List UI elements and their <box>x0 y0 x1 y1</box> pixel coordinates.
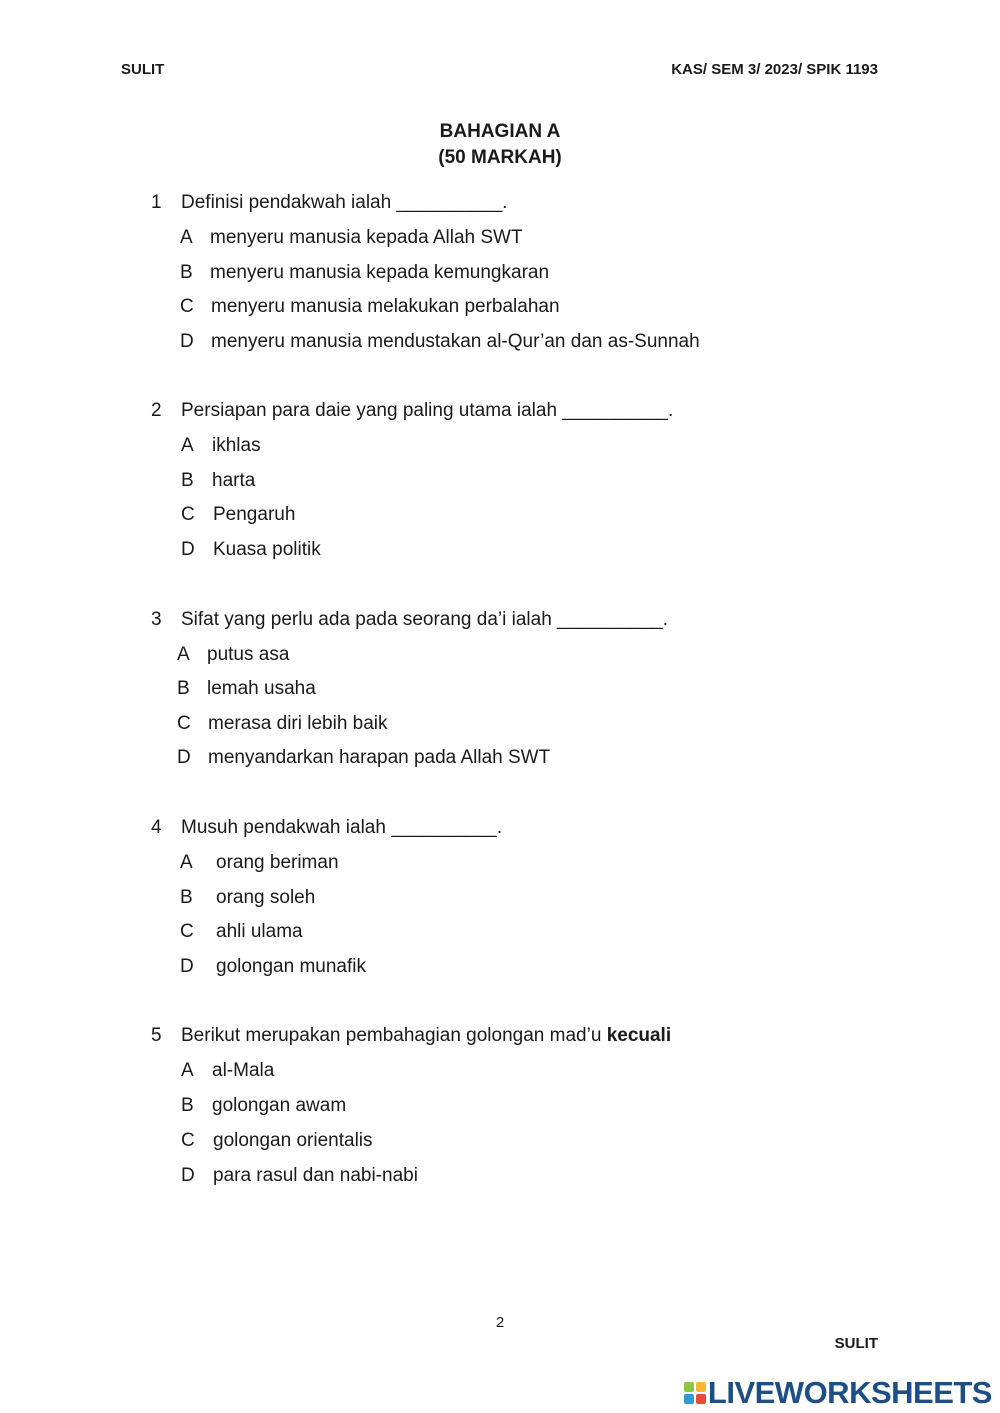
option-text: golongan awam <box>212 1095 347 1116</box>
question-text: Musuh pendakwah ialah __________. <box>181 817 503 838</box>
q1-option-c[interactable] <box>180 296 560 318</box>
q3-option-b[interactable] <box>177 678 316 700</box>
question-number: 2 <box>151 400 162 421</box>
q4-option-c[interactable] <box>180 921 303 943</box>
question-2 <box>151 400 673 422</box>
q3-option-a[interactable] <box>177 644 289 666</box>
option-text: ahli ulama <box>216 921 303 942</box>
question-1 <box>151 192 507 214</box>
option-text: al-Mala <box>212 1060 275 1081</box>
question-5 <box>151 1025 671 1047</box>
option-text: menyeru manusia kepada Allah SWT <box>210 227 523 248</box>
option-letter: D <box>180 956 194 977</box>
option-text: golongan orientalis <box>213 1130 373 1151</box>
option-text: Kuasa politik <box>213 539 321 560</box>
q5-option-b[interactable] <box>181 1095 346 1117</box>
option-text: Pengaruh <box>213 504 296 525</box>
option-letter: D <box>177 747 191 768</box>
option-text: menyeru manusia mendustakan al-Qur’an dan as-Sunnah <box>211 331 700 352</box>
header-right-code: KAS/ SEM 3/ 2023/ SPIK 1193 <box>671 61 878 78</box>
option-letter: A <box>181 1060 194 1081</box>
option-text: harta <box>212 470 256 491</box>
option-letter: C <box>180 921 194 942</box>
option-letter: A <box>181 435 194 456</box>
option-letter: D <box>181 539 195 560</box>
brand-logo-icon <box>684 1382 706 1404</box>
question-number: 3 <box>151 609 162 630</box>
question-text: Definisi pendakwah ialah __________. <box>181 192 508 213</box>
option-letter: C <box>181 1130 195 1151</box>
question-4 <box>151 817 502 839</box>
question-text: Berikut merupakan pembahagian golongan mad’u <box>181 1025 602 1046</box>
question-number: 5 <box>151 1025 162 1046</box>
option-text: putus asa <box>207 644 290 665</box>
question-text: Sifat yang perlu ada pada seorang da’i ialah __________. <box>181 609 668 630</box>
question-number: 4 <box>151 817 162 838</box>
section-title: BAHAGIAN A <box>439 121 561 142</box>
q5-option-a[interactable] <box>181 1060 274 1082</box>
q3-option-c[interactable] <box>177 713 388 735</box>
q4-option-b[interactable] <box>180 887 315 909</box>
option-text: golongan munafik <box>216 956 366 977</box>
option-text: orang soleh <box>216 887 316 908</box>
question-text: Persiapan para daie yang paling utama ialah __________. <box>181 400 674 421</box>
option-letter: B <box>180 262 193 283</box>
q4-option-a[interactable] <box>180 852 339 874</box>
question-3 <box>151 609 668 631</box>
option-text: para rasul dan nabi-nabi <box>213 1165 418 1186</box>
q5-option-c[interactable] <box>181 1130 373 1152</box>
q2-option-a[interactable] <box>181 435 261 457</box>
option-letter: D <box>180 331 194 352</box>
option-letter: A <box>180 227 193 248</box>
section-marks: (50 MARKAH) <box>438 147 562 168</box>
brand-name: LIVEWORKSHEETS <box>707 1375 992 1410</box>
option-letter: B <box>181 1095 194 1116</box>
option-text: merasa diri lebih baik <box>208 713 388 734</box>
q2-option-d[interactable] <box>181 539 321 561</box>
option-text: lemah usaha <box>207 678 316 699</box>
option-text: orang beriman <box>216 852 339 873</box>
option-letter: A <box>180 852 193 873</box>
option-text: menyeru manusia kepada kemungkaran <box>210 262 550 283</box>
page-number: 2 <box>495 1314 505 1331</box>
q2-option-b[interactable] <box>181 470 255 492</box>
option-text: menyandarkan harapan pada Allah SWT <box>208 747 551 768</box>
option-text: menyeru manusia melakukan perbalahan <box>211 296 560 317</box>
option-letter: B <box>181 470 194 491</box>
option-letter: B <box>177 678 190 699</box>
footer-label: SULIT <box>834 1335 878 1352</box>
q1-option-a[interactable] <box>180 227 523 249</box>
option-letter: C <box>180 296 194 317</box>
option-letter: A <box>177 644 190 665</box>
q4-option-d[interactable] <box>180 956 366 978</box>
liveworksheets-logo <box>684 1376 992 1410</box>
option-letter: C <box>177 713 191 734</box>
option-letter: D <box>181 1165 195 1186</box>
question-number: 1 <box>151 192 162 213</box>
option-text: ikhlas <box>212 435 261 456</box>
header-left-label: SULIT <box>121 61 165 78</box>
q5-option-d[interactable] <box>181 1165 418 1187</box>
option-letter: B <box>180 887 193 908</box>
q1-option-b[interactable] <box>180 262 549 284</box>
option-letter: C <box>181 504 195 525</box>
question-emphasis: kecuali <box>606 1025 672 1046</box>
q1-option-d[interactable] <box>180 331 700 353</box>
q2-option-c[interactable] <box>181 504 295 526</box>
q3-option-d[interactable] <box>177 747 550 769</box>
